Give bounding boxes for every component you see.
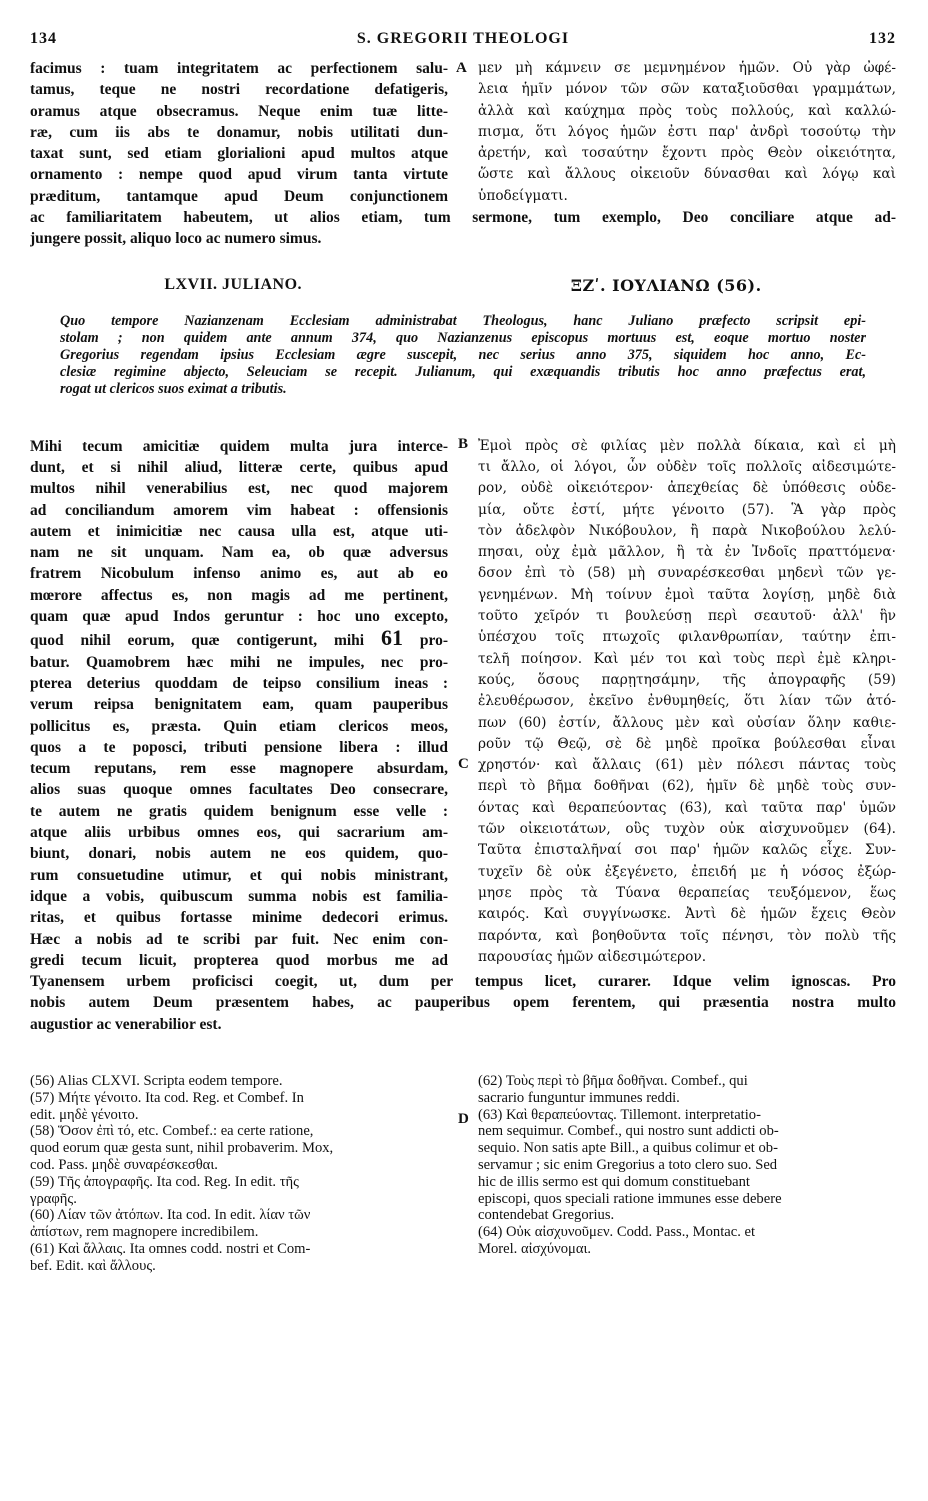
greek-line: Ἐμοὶ πρὸς σὲ φιλίας μὲν πολλὰ δίκαια, καὶ εἰ μὴ — [478, 437, 896, 454]
greek-line: ὥστε καὶ ἄλλους οἰκειοῦν δύνασθαι καὶ λόγῳ καὶ — [478, 166, 896, 183]
latin-line: nam ne sit unquam. Nam ea, ob quæ adversus — [30, 544, 448, 562]
greek-line: τὸν ἀδελφὸν Νικόβουλον, ἢ παρὰ Νικοβούλου λελύ- — [478, 522, 896, 539]
latin-line-continuation: pro- — [402, 632, 448, 650]
running-title: S. GREGORII THEOLOGI — [356, 30, 570, 47]
greek-line: ἀλλὰ καὶ καύχημα πρὸς τοὺς πολλούς, καὶ καλλώ- — [478, 102, 896, 119]
left-page-number: 134 — [30, 30, 57, 47]
greek-line: δσον ἐπὶ τὸ (58) μὴ συναρέσκεσθαι μηδενὶ τῶν γε- — [478, 565, 896, 582]
greek-line: πων (60) ἐστίν, ἄλλους μὲν καὶ οὐσίαν ὅλην καθιε- — [478, 714, 896, 731]
footnote-line: (64) Οὐκ αἰσχυνοῦμεν. Codd. Pass., Montac. et — [478, 1224, 756, 1241]
footnote-line: sacrario funguntur immunes reddi. — [478, 1089, 680, 1106]
footnote-line: contendebat Gregorius. — [478, 1207, 615, 1224]
greek-line: χρηστόν· καὶ ἄλλαις (61) μὲν πόλεσι πάντας τοὺς — [478, 757, 896, 774]
footnote-line: edit. μηδὲ γένοιτο. — [30, 1106, 139, 1123]
full-line: jungere possit, aliquo loco ac numero simus. — [30, 230, 322, 248]
greek-line: ροῦν τῷ Θεῷ, σὲ δὲ μηδὲ προῖκα βούλεσθαι εἶναι — [478, 735, 896, 752]
greek-line: πησαι, οὐχ ἐμὰ μᾶλλον, ἢ τὰ ἐν Ἰνδοῖς πραττόμενα· — [478, 544, 896, 561]
latin-line: oramus atque obsecramus. Neque enim tuæ litte- — [30, 102, 448, 120]
latin-line: Mihi tecum amicitiæ quidem multa jura interce- — [30, 437, 448, 455]
full-line: nobis autem Deum præsentem habes, ac pauperibus opem ferentem, qui præsentia nostra multo — [30, 994, 896, 1012]
latin-line: biunt, donari, nobis autem ne eos quidem, quo- — [30, 845, 448, 863]
latin-line: tecum reputans, rem esse magnopere absurdam, — [30, 760, 448, 778]
top-latin-column — [30, 58, 448, 207]
argument-line: rogat ut clericos suos eximat a tributis. — [60, 380, 287, 397]
latin-line: gredi tecum licuit, propterea quod morbus me ad — [30, 951, 448, 969]
greek-line: τοῦτο χεῖρόν τι βουλεύσῃ περὶ σεαυτοῦ· ἀλλ' ἣν — [478, 608, 896, 625]
running-header — [30, 30, 896, 58]
latin-line: ad conciliandum amorem vim habeat : offensionis — [30, 501, 448, 519]
latin-line: tamus, teque ne nostri recordatione defatigeris, — [30, 81, 448, 99]
greek-line: Ταῦτα ἐπισταλῆναί σοι παρ' ἡμῶν καλῶς εἶχε. Συν- — [478, 842, 896, 859]
greek-line: μεν μὴ κάμνειν σε μεμνημένον ἡμῶν. Οὐ γὰρ ὠφέ- — [478, 60, 896, 76]
latin-line: idque a vobis, quibuscum summa nobis est familia- — [30, 887, 448, 905]
footnotes-left-column — [30, 1073, 448, 1275]
latin-line: ornamento : nempe quod apud virum tanta virtute — [30, 166, 448, 184]
footnote-line: hic de illis sermo est qui domum constituebant — [478, 1173, 750, 1190]
argument-line: stolam ; non quidem ante annum 374, quo Nazianzenus episcopus mortuus est, eoque mortuo noster — [60, 329, 866, 346]
latin-line: facimus : tuam integritatem ac perfectionem salu- — [30, 60, 448, 77]
full-line: Tyanensem urbem proficisci coegit, ut, dum per tempus licet, curarer. Idque velim ignoscas. Pro — [30, 973, 896, 991]
margin-mark-c: C — [458, 755, 469, 772]
page — [30, 30, 896, 1275]
greek-line: τι ἄλλο, οἱ λόγοι, ὧν οὐδὲν τοῖς πολλοῖς αἰδεσιμώτε- — [478, 458, 896, 475]
latin-line: ritas, et quibus fortasse minime dedecori erimus. — [30, 909, 448, 927]
latin-line: dunt, et si nihil aliud, litteræ certe, quibus apud — [30, 458, 448, 476]
margin-mark-b: B — [458, 435, 469, 452]
latin-line: pterea deterius quoddam de teipso consilium ineas : — [30, 674, 448, 692]
latin-body-column — [30, 436, 448, 971]
letter-argument — [30, 313, 896, 398]
letter-titles — [30, 276, 896, 295]
latin-line: te autem ne gratis quidem benignum esse velle : — [30, 802, 448, 820]
margin-mark-d: D — [458, 1110, 469, 1127]
footnote-line: (61) Καὶ ἄλλαις. Ita omnes codd. nostri et Com- — [30, 1240, 311, 1257]
latin-line: Hæc a nobis ad te scribi par fuit. Nec enim con- — [30, 930, 448, 948]
greek-line: λεια ἡμῖν μόνον τῶν σῶν καταξιοῦσθαι γραμμάτων, — [478, 81, 896, 98]
latin-line-text: quod nihil eorum, quæ contigerunt, mihi — [30, 632, 381, 650]
footnote-line: ἀπίστων, rem magnopere incredibilem. — [30, 1224, 259, 1241]
latin-line: batur. Quamobrem hæc mihi ne impules, nec pro- — [30, 653, 448, 671]
latin-line: præditum, tantamque apud Deum conjunctionem — [30, 187, 448, 205]
argument-line: clesiæ regimine abjecto, Seleuciam se recepit. Julianum, qui exæquandis tributis hoc anno præfectus erat, — [60, 363, 866, 380]
footnote-line: quod eorum quæ gesta sunt, nihil probaverim. Mox, — [30, 1140, 334, 1157]
footnote-line: cod. Pass. μηδὲ συναρέσκεσθαι. — [30, 1156, 218, 1173]
latin-line: rum consuetudine utimur, et qui nobis ministrant, — [30, 866, 448, 884]
footnote-line: episcopi, quos speciali ratione immunes esse debere — [478, 1190, 782, 1207]
greek-line: μησε πρὸς τὰ Τύανα θεραπείας τευξόμενον, ἕως — [478, 884, 896, 901]
top-greek-column — [478, 58, 896, 207]
greek-line: ἀρετήν, καὶ τοσαύτην ἔχοντι πρὸς Θεὸν οἰκειότητα, — [478, 145, 896, 162]
greek-body-column — [478, 436, 896, 971]
footnote-line: (63) Καὶ θεραπεύοντας. Tillemont. interpretatio- — [478, 1106, 761, 1123]
greek-letter-title: ΞΖʹ. ΙΟΥΛΙΑΝΩ (56). — [570, 275, 762, 295]
footnotes — [30, 1073, 896, 1275]
footnote-line: Morel. αἰσχύνομαι. — [478, 1240, 592, 1257]
latin-line: taxat sunt, sed etiam glorialioni apud multos atque — [30, 145, 448, 163]
column-number: 61 — [380, 627, 403, 651]
latin-line: verum reipsa benignitatem eam, quam pauperibus — [30, 696, 448, 714]
greek-line: ἐλευθέρωσον, ἐκεῖνο ἐνθυμηθείς, ὅτι λίαν τῶν ἀτό- — [478, 693, 896, 710]
latin-letter-title: LXVII. JULIANO. — [164, 275, 303, 293]
footnote-line: servamur ; sic enim Gregorius a toto clero suo. Sed — [478, 1156, 778, 1173]
latin-line: atque aliis urbibus omnes eos, qui sacrarium am- — [30, 824, 448, 842]
greek-line: περὶ τὸ βῆμα δοθῆναι (62), ἡμῖν δὲ μηδὲ τοὺς συν- — [478, 778, 896, 795]
latin-line: autem et inimicitiæ nec causa ulla est, atque uti- — [30, 522, 448, 540]
full-line: ac familiaritatem habeutem, ut alios etiam, tum sermone, tum exemplo, Deo conciliare atque ad- — [30, 209, 896, 227]
greek-line: τελῆ ποίησον. Καὶ μέν τοι καὶ τοὺς περὶ ἐμὲ κληρι- — [478, 650, 896, 667]
argument-line: Quo tempore Nazianzenam Ecclesiam administrabat Theologus, hanc Juliano præfecto scripsit epi- — [60, 312, 866, 329]
latin-line: multos nihil venerabilius est, nec quod majorem — [30, 480, 448, 498]
greek-line: καιρός. Καὶ συγγίνωσκε. Ἀντὶ δὲ ἡμῶν ἔχεις Θεὸν — [478, 906, 896, 923]
greek-line: όντας καὶ θεραπεύοντας (63), καὶ ταῦτα παρ' ὑμῶν — [478, 799, 896, 816]
latin-line: pollicitus es, præsta. Quin etiam clericos meos, — [30, 717, 448, 735]
footnote-line: (59) Τῆς ἀπογραφῆς. Ita cod. Reg. In edit. τῆς — [30, 1173, 299, 1190]
latin-line: fratrem Nicobulum infenso animo es, aut ab eo — [30, 565, 448, 583]
top-continuation — [30, 58, 896, 207]
latin-line — [30, 627, 448, 651]
body-full-width-text — [30, 971, 896, 1035]
latin-line: quam quæ apud Indos geruntur : hoc uno excepto, — [30, 608, 448, 626]
footnote-line: (57) Μήτε γένοιτο. Ita cod. Reg. et Combef. In — [30, 1089, 304, 1106]
latin-line: mœrore affectus es, non magis ad me pertinent, — [30, 586, 448, 604]
greek-line: τυχεῖν δὲ οὐκ ἐξεγένετο, ἐπειδή με ἡ νόσος ἐξώρ- — [478, 863, 896, 880]
margin-mark-a: A — [456, 60, 467, 76]
latin-line: ræ, cum iis abs te donamur, nobis utilitati dun- — [30, 123, 448, 141]
footnote-line: sequio. Non satis apte Bill., a quibus colimur et ob- — [478, 1140, 778, 1157]
footnote-line: bef. Edit. καὶ ἄλλους. — [30, 1257, 156, 1274]
argument-line: Gregorius regendam ipsius Ecclesiam ægre suscepit, nec serius anno 375, siquidem hoc anno, Ec- — [60, 346, 866, 363]
footnote-line: (58) Ὅσον ἐπὶ τό, etc. Combef.: ea certe ratione, — [30, 1123, 314, 1140]
footnote-line: (60) Λίαν τῶν ἀτόπων. Ita cod. In edit. λίαν τῶν — [30, 1207, 311, 1224]
footnote-line: γραφῆς. — [30, 1190, 77, 1207]
letter-body — [30, 436, 896, 971]
greek-line: πισμα, ὅτι λόγος ἡμῶν ἐστι παρ' ἀνδρὶ τοσούτῳ τὴν — [478, 123, 896, 140]
greek-line: γενημένων. Μὴ τοίνυν ἐμοὶ ταῦτα λογίσῃ, μηδὲ διὰ — [478, 586, 896, 603]
greek-line: ὑποδείγματι. — [478, 187, 568, 204]
greek-line: κούς, ὅσους παρῃτησάμην, τῆς ἀπογραφῆς (59) — [478, 671, 896, 688]
greek-line: τῶν οἰκειοτάτων, οὓς τυχὸν οὐκ αἰσχυνοῦμεν (64). — [478, 821, 896, 838]
footnote-line: nem sequimur. Combef., qui nostro sunt addicti ob- — [478, 1123, 779, 1140]
footnote-line: (56) Alias CLXVI. Scripta eodem tempore. — [30, 1072, 283, 1089]
footnotes-right-column — [478, 1073, 896, 1275]
greek-line: παρόντα, καὶ βοηθοῦντα τοῖς πένησι, τὸν πολὺ τῆς — [478, 927, 896, 944]
latin-line: quos a te poposci, tributi pensione libera : illud — [30, 738, 448, 756]
greek-line: μία, οὔτε ἐστί, μήτε γένοιτο (57). Ἃ γὰρ πρὸς — [478, 501, 896, 518]
full-line: augustior ac venerabilior est. — [30, 1015, 222, 1033]
greek-line: ὑπέσχου τοῖς πτωχοῖς φιλανθρωπίαν, ταύτην ἐπι- — [478, 629, 896, 646]
greek-line: ρον, οὐδὲ οἰκειότερον· ἀπεχθείας δὲ ὑπόθεσις οὐδε- — [478, 480, 896, 497]
top-full-width-text — [30, 207, 896, 250]
footnote-line: (62) Τοὺς περὶ τὸ βῆμα δοθῆναι. Combef., qui — [478, 1072, 748, 1089]
right-page-number: 132 — [869, 30, 896, 47]
greek-line: παρουσίας ἡμῶν αἰδεσιμώτερον. — [478, 948, 707, 965]
latin-line: alios suas quoque omnes facultates Deo consecrare, — [30, 781, 448, 799]
